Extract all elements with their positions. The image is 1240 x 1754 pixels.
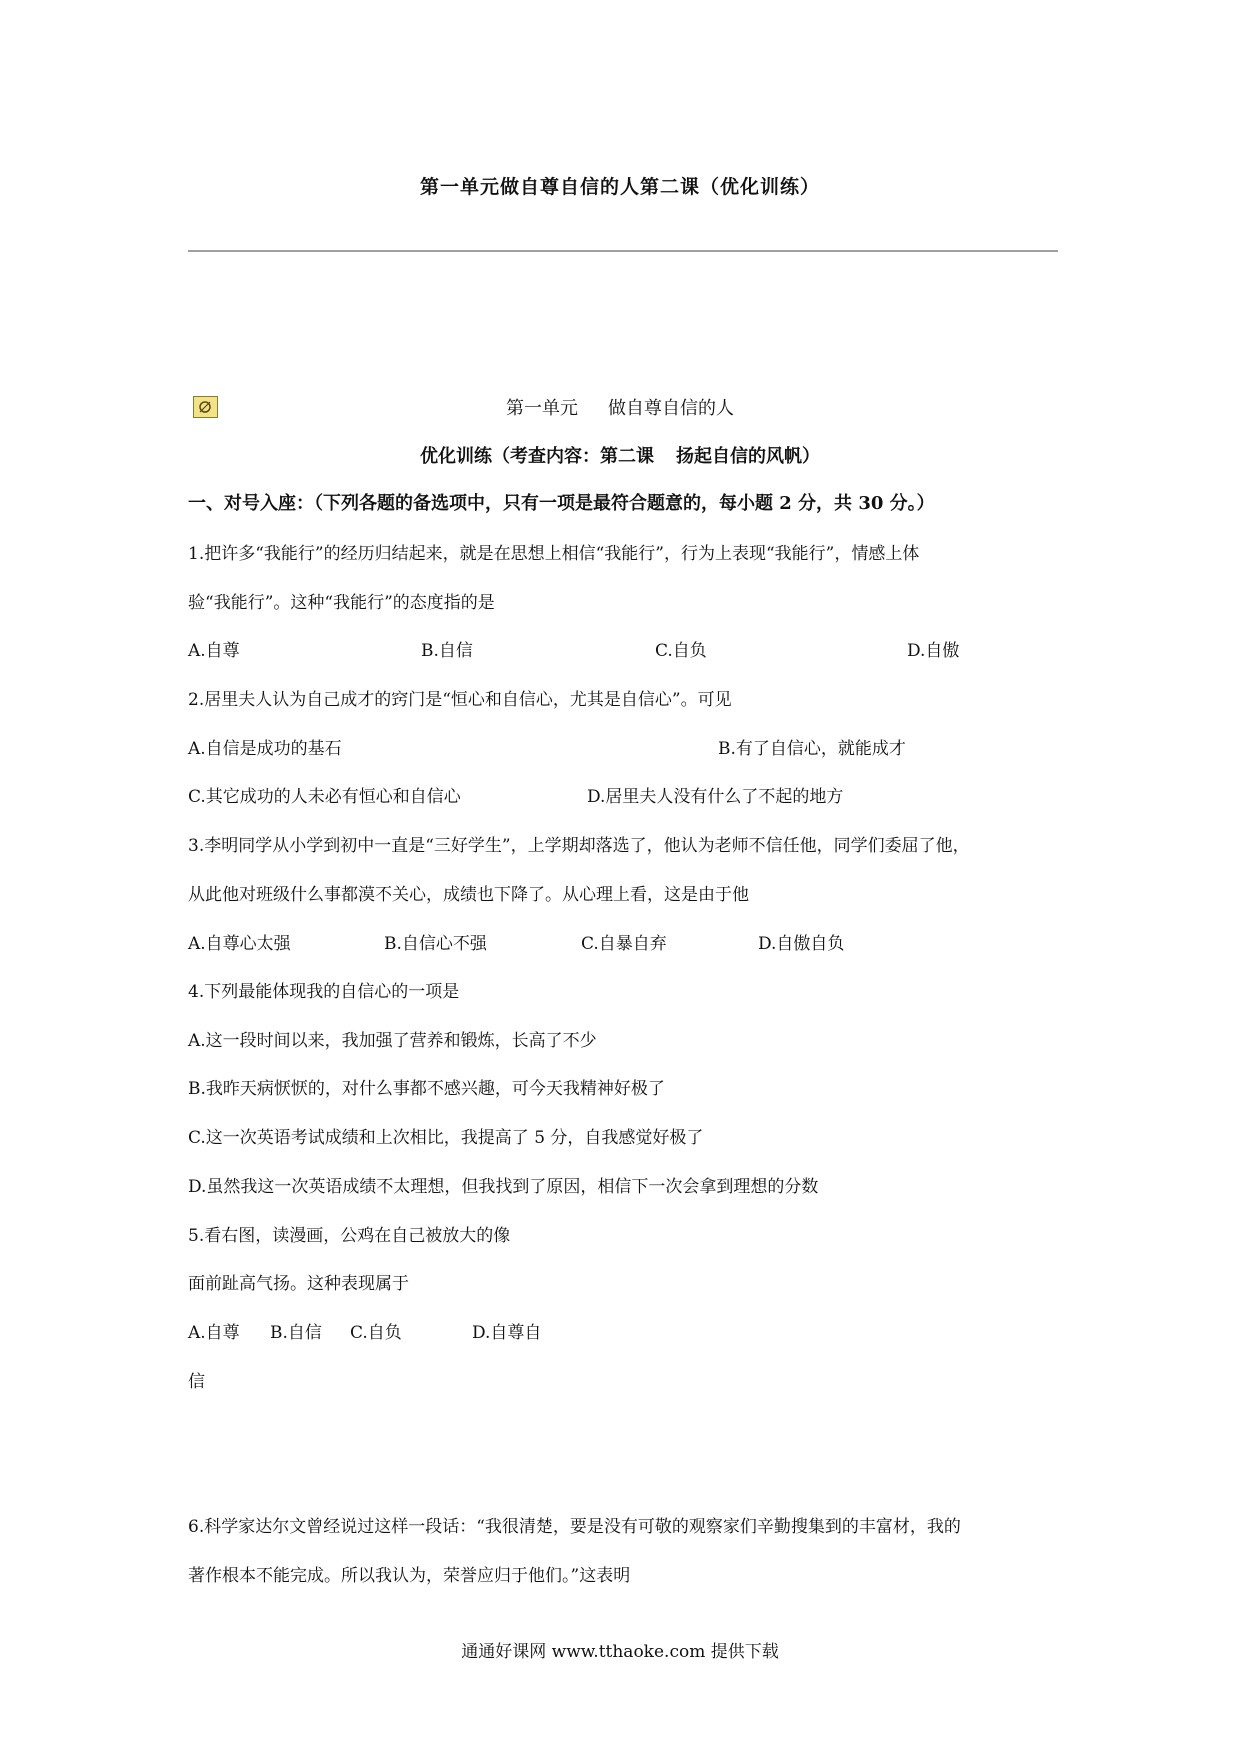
q5-option-c: C.自负	[350, 1323, 402, 1343]
q5-text-line1: 5.看右图，读漫画，公鸡在自己被放大的像	[188, 1226, 511, 1246]
q3-option-d: D.自傲自负	[758, 934, 845, 954]
q5-option-d: D.自尊自	[472, 1323, 542, 1343]
q1-option-b: B.自信	[421, 641, 473, 661]
q2-option-c: C.其它成功的人未必有恒心和自信心	[188, 787, 461, 807]
page-footer: 通通好课网 www.tthaoke.com 提供下载	[461, 1642, 779, 1662]
q1-text-line2: 验“我能行”。这种“我能行”的态度指的是	[188, 593, 495, 613]
q1-option-a: A.自尊	[188, 641, 240, 661]
q1-option-c: C.自负	[655, 641, 707, 661]
q4-option-a: A.这一段时间以来，我加强了营养和锻炼，长高了不少	[188, 1031, 597, 1051]
q5-option-a: A.自尊	[188, 1323, 240, 1343]
q2-option-b: B.有了自信心，就能成才	[718, 739, 906, 759]
q3-option-b: B.自信心不强	[384, 934, 487, 954]
q2-option-d: D.居里夫人没有什么了不起的地方	[587, 787, 844, 807]
q5-text-line2: 面前趾高气扬。这种表现属于	[188, 1274, 409, 1294]
practice-subheading: 优化训练（考查内容：第二课 扬起自信的风帆）	[420, 446, 820, 467]
q6-text-line1: 6.科学家达尔文曾经说过这样一段话：“我很清楚，要是没有可敬的观察家们辛勤搜集到的丰富材，我的	[188, 1517, 961, 1537]
q4-option-d: D.虽然我这一次英语成绩不太理想，但我找到了原因，相信下一次会拿到理想的分数	[188, 1177, 819, 1197]
q4-text: 4.下列最能体现我的自信心的一项是	[188, 982, 460, 1002]
q3-text-line1: 3.李明同学从小学到初中一直是“三好学生”，上学期却落选了，他认为老师不信任他，同学们委屈了他，	[188, 836, 970, 856]
q1-text-line1: 1.把许多“我能行”的经历归结起来，就是在思想上相信“我能行”，行为上表现“我能行”，情感上体	[188, 544, 920, 564]
q4-option-b: B.我昨天病恹恹的，对什么事都不感兴趣，可今天我精神好极了	[188, 1079, 665, 1099]
q3-option-a: A.自尊心太强	[188, 934, 291, 954]
q3-text-line2: 从此他对班级什么事都漠不关心，成绩也下降了。从心理上看，这是由于他	[188, 885, 749, 905]
q2-option-a: A.自信是成功的基石	[188, 739, 342, 759]
q1-option-d: D.自傲	[907, 641, 960, 661]
q5-option-b: B.自信	[270, 1323, 322, 1343]
unit-heading: 第一单元 做自尊自信的人	[506, 398, 734, 419]
section-title: 一、对号入座：（下列各题的备选项中，只有一项是最符合题意的，每小题 2 分，共 30 分。）	[188, 493, 935, 514]
q4-option-c: C.这一次英语考试成绩和上次相比，我提高了 5 分，自我感觉好极了	[188, 1128, 704, 1148]
q3-option-c: C.自暴自弃	[581, 934, 667, 954]
horizontal-divider	[188, 250, 1058, 252]
q5-option-d-wrap: 信	[188, 1372, 205, 1392]
document-title: 第一单元做自尊自信的人第二课（优化训练）	[419, 176, 820, 198]
q6-text-line2: 著作根本不能完成。所以我认为，荣誉应归于他们。”这表明	[188, 1566, 631, 1586]
q2-text: 2.居里夫人认为自己成才的窍门是“恒心和自信心，尤其是自信心”。可见	[188, 690, 732, 710]
